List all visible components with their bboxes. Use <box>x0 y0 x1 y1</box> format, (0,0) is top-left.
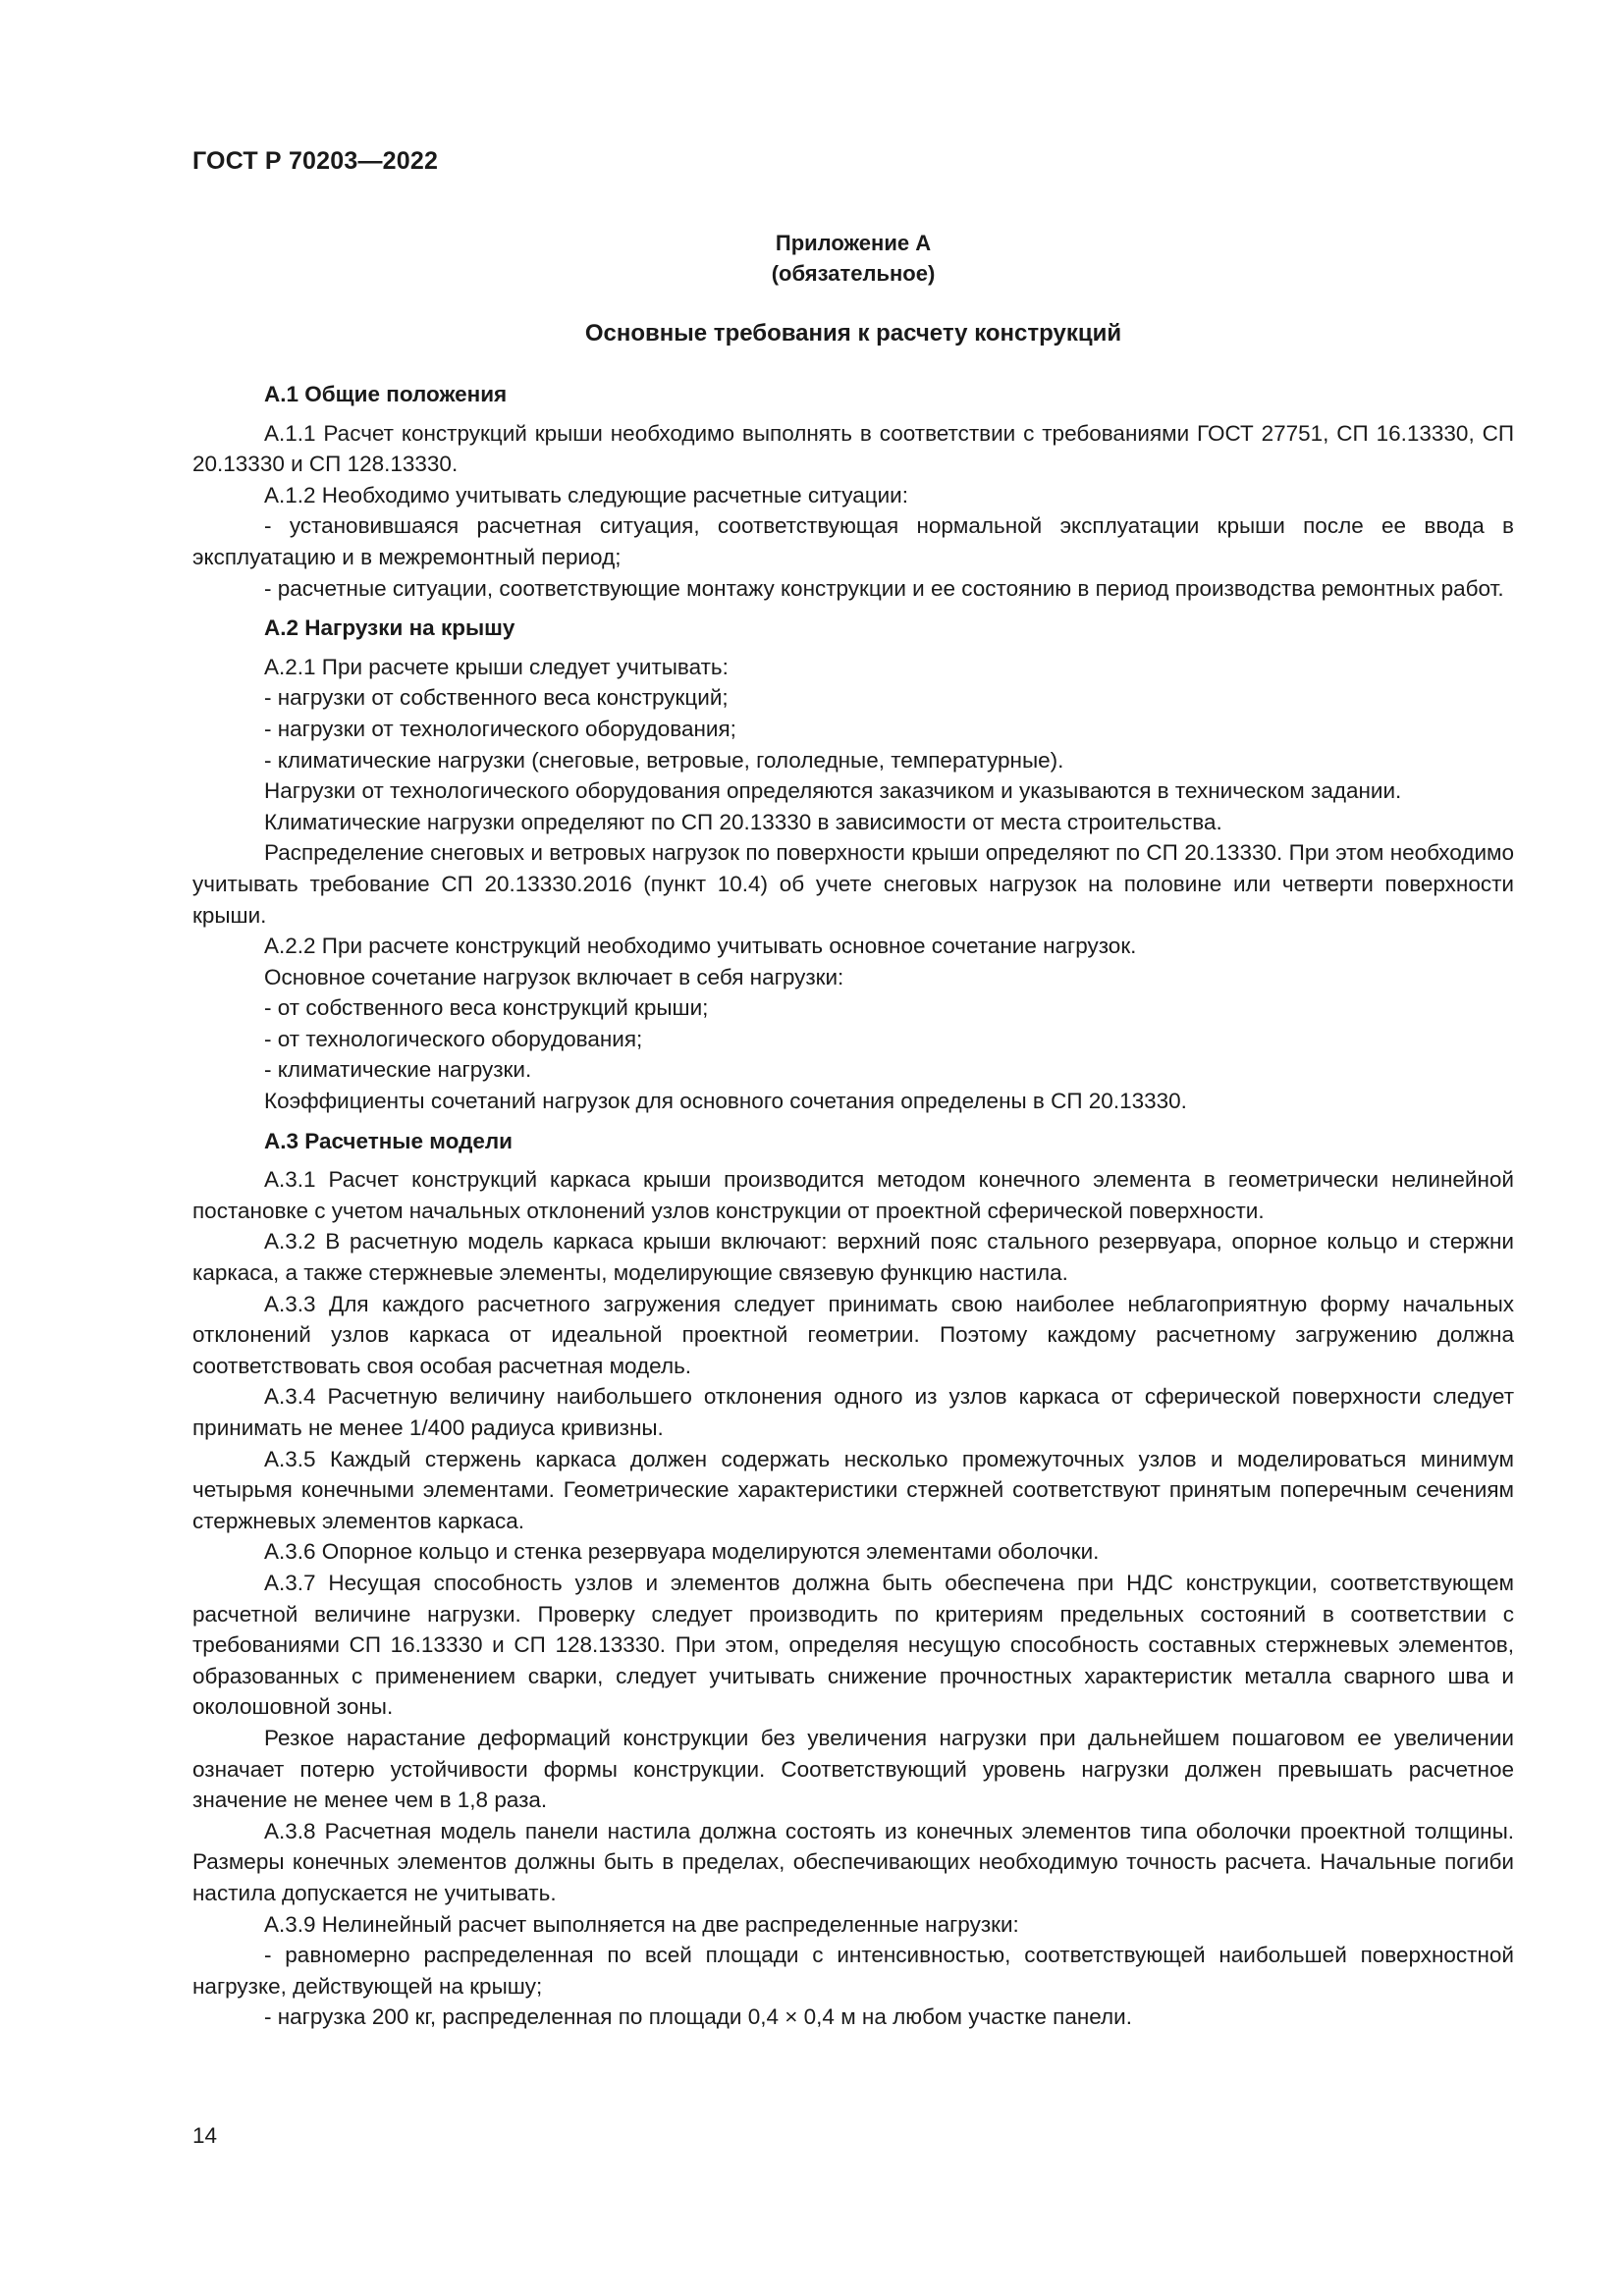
paragraph: А.1.2 Необходимо учитывать следующие расчетные ситуации: <box>264 482 909 507</box>
paragraph: А.1.1 Расчет конструкций крыши необходимо выполнять в соответствии с требованиями ГОСТ 27751, СП 16.13330, СП 20.13330 и СП 128.13330. <box>192 420 1514 477</box>
paragraph: А.3.4 Расчетную величину наибольшего отклонения одного из узлов каркаса от сферической поверхности следует принимать не менее 1/400 радиуса кривизны. <box>192 1384 1514 1440</box>
paragraph: Резкое нарастание деформаций конструкции без увеличения нагрузки при дальнейшем пошаговом ее увеличении означает потерю устойчивости формы конструкции. Соответствующий уровень нагрузки должен превышать расчетное значение не менее чем в 1,8 раза. <box>192 1725 1514 1813</box>
appendix-label: Приложение А <box>775 231 932 255</box>
paragraph: - равномерно распределенная по всей площади с интенсивностью, соответствующей наибольшей поверхностной нагрузке, действующей на крышу; <box>192 1943 1514 1999</box>
paragraph: Основное сочетание нагрузок включает в себя нагрузки: <box>264 964 844 989</box>
paragraph: Климатические нагрузки определяют по СП 20.13330 в зависимости от места строительства. <box>264 809 1222 834</box>
paragraph: - нагрузки от технологического оборудования; <box>264 716 736 741</box>
section-heading: А.1 Общие положения <box>264 382 508 406</box>
paragraph: - нагрузка 200 кг, распределенная по площади 0,4 × 0,4 м на любом участке панели. <box>264 2004 1132 2030</box>
paragraph: А.2.1 При расчете крыши следует учитывать: <box>264 654 729 679</box>
document-body <box>192 379 1514 2033</box>
paragraph: А.3.6 Опорное кольцо и стенка резервуара моделируются элементами оболочки. <box>264 1539 1100 1565</box>
paragraph: Коэффициенты сочетаний нагрузок для основного сочетания определены в СП 20.13330. <box>264 1089 1187 1114</box>
page-title: Основные требования к расчету конструкций <box>584 320 1122 347</box>
paragraph: А.2.2 При расчете конструкций необходимо учитывать основное сочетание нагрузок. <box>264 934 1137 959</box>
paragraph: - установившаяся расчетная ситуация, соответствующая нормальной эксплуатации крыши после ее ввода в эксплуатацию и в межремонтный период; <box>192 513 1514 569</box>
paragraph: - нагрузки от собственного веса конструкций; <box>264 685 729 711</box>
paragraph: А.3.2 В расчетную модель каркаса крыши включают: верхний пояс стального резервуара, опорное кольцо и стержни каркаса, а также стержневые элементы, моделирующие связевую функцию настила. <box>192 1229 1514 1286</box>
paragraph: А.3.9 Нелинейный расчет выполняется на две распределенные нагрузки: <box>264 1911 1019 1937</box>
paragraph: - климатические нагрузки (снеговые, ветровые, гололедные, температурные). <box>264 747 1064 773</box>
paragraph: Распределение снеговых и ветровых нагрузок по поверхности крыши определяют по СП 20.13330. При этом необходимо учитывать требование СП 20.13330.2016 (пункт 10.4) об учете снеговых нагрузок на половине или четверти поверхности крыши. <box>192 840 1514 928</box>
paragraph: - расчетные ситуации, соответствующие монтажу конструкции и ее состоянию в период производства ремонтных работ. <box>264 575 1504 601</box>
appendix-heading <box>192 228 1514 289</box>
paragraph: А.3.1 Расчет конструкций каркаса крыши производится методом конечного элемента в геометрически нелинейной постановке с учетом начальных отклонений узлов конструкции от проектной сферической поверхности. <box>192 1167 1514 1223</box>
paragraph: А.3.7 Несущая способность узлов и элементов должна быть обеспечена при НДС конструкции, соответствующем расчетной величине нагрузки. Проверку следует производить по критериям предельных состояний в соответствии с требованиями СП 16.13330 и СП 128.13330. При этом, определяя несущую способность составных стержневых элементов, образованных с применением сварки, следует учитывать снижение прочностных характеристик металла сварного шва и околошовной зоны. <box>192 1570 1514 1720</box>
paragraph: - от технологического оборудования; <box>264 1026 643 1051</box>
section-heading: А.2 Нагрузки на крышу <box>264 615 515 641</box>
paragraph: А.3.5 Каждый стержень каркаса должен содержать несколько промежуточных узлов и моделироваться минимум четырьмя конечными элементами. Геометрические характеристики стержней соответствуют принятым поперечным сечениям стержневых элементов каркаса. <box>192 1446 1514 1533</box>
paragraph: Нагрузки от технологического оборудования определяются заказчиком и указываются в техническом задании. <box>264 778 1402 804</box>
paragraph: - климатические нагрузки. <box>264 1057 532 1083</box>
paragraph: А.3.8 Расчетная модель панели настила должна состоять из конечных элементов типа оболочки проектной толщины. Размеры конечных элементов должны быть в пределах, обеспечивающих необходимую точность расчета. Начальные погиби настила допускается не учитывать. <box>192 1818 1514 1905</box>
section-heading: А.3 Расчетные модели <box>264 1128 514 1153</box>
document-id: ГОСТ Р 70203—2022 <box>192 147 439 175</box>
paragraph: А.3.3 Для каждого расчетного загружения следует принимать свою наиболее неблагоприятную форму начальных отклонений узлов каркаса от идеальной проектной геометрии. Поэтому каждому расчетному загружению должна соответствовать своя особая расчетная модель. <box>192 1291 1514 1378</box>
paragraph: - от собственного веса конструкций крыши; <box>264 995 709 1021</box>
appendix-status: (обязательное) <box>771 261 936 286</box>
page-number: 14 <box>192 2123 218 2148</box>
